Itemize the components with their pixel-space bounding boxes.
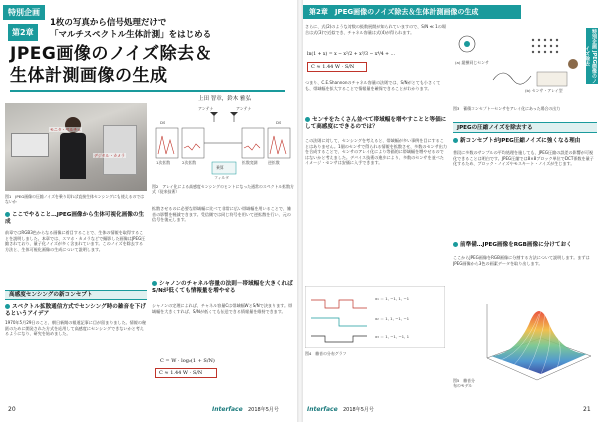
sec-b-subheading-text: 新コンセプトがJPEG圧縮ノイズに強くなる理由	[460, 138, 581, 144]
formula-1: C = W · log₂(1 + S/N)	[160, 358, 215, 364]
bullet-dot-icon	[152, 281, 157, 286]
figure2-diagram	[152, 106, 294, 182]
section3-body: 拡散させるのに必要な帯域幅に比べて非常に広い帯域幅を用いることで、雑音の影響を軽減できます。受信側では同じ符号を用いて逆拡散を行い、元の信号を復元します。	[152, 206, 292, 223]
figure4-plot	[305, 286, 445, 348]
authors: 上田 智章，鈴木 雅弘	[198, 96, 251, 102]
section4-heading	[152, 281, 294, 295]
fig2-label-filter: フィルタ	[214, 175, 230, 180]
fig3-label-a: (a) 縦横同じセンサ	[455, 60, 489, 65]
subtitle-line2: 「マルチスペクトル生体計測」をはじめる	[50, 30, 212, 40]
formula-3: ln(1 + x) = x − x²/2 + x³/3 − x⁴/4 + …	[307, 52, 396, 57]
footer-magazine-right: Interface	[307, 406, 338, 413]
photo-figure1	[5, 103, 147, 191]
figure1-caption: 図1 JPEG画像の圧縮ノイズを乗り切れば直接生体センシングにも使えるのではないか	[5, 194, 145, 204]
title-line2: 生体計測画像の生成	[10, 66, 168, 86]
footer-issue-right: 2018年5月号	[343, 407, 374, 413]
section1-body: 前章ではRGB3色からなる画像に着目することで、生体の情報を取得することを説明しました。本章では、スマホ・カメラなどで撮影した画像はJPEG圧縮されており、量子化ノイズが多く含まれています。このノイズを除去する方法と、生体可視化画像の生成について説明します。	[5, 230, 146, 252]
section2-subheading	[5, 304, 147, 318]
section1-heading	[5, 212, 147, 226]
section2-heading: 高感度センシングの新コンセプト	[5, 290, 147, 300]
figure3-caption: 図3 蓄積コンセプトーセンサをアレイ化にあった場合の出力	[453, 106, 561, 111]
surface-3d-plot	[479, 284, 597, 392]
sec-c-body: ここからJPEG画像をRGB画像に分割する方法について説明します。まずはJPEG画像から3色の画素データを取り出します。	[453, 255, 590, 266]
fig4-legend-1: x₁ ＝ 1, −1, 1, −1	[375, 296, 410, 301]
section2-subheading-text: スペクトル拡散通信方式でセンシング時の雑音を下げるというアイデア	[5, 304, 146, 317]
fig2-label-spread2: 2次拡散	[182, 160, 197, 165]
page-number-left: 20	[8, 406, 16, 413]
sec-b-heading: JPEGの圧縮ノイズを除去する	[453, 122, 597, 133]
fig2-label-ds-left: DS	[160, 120, 166, 125]
formula-2: C ≈ 1.44 W · S/N	[159, 370, 203, 376]
fig2-label-despread: 逆拡散	[268, 160, 280, 165]
title-line1: JPEG画像のノイズ除去＆	[10, 44, 213, 64]
formula-4-box	[307, 62, 367, 72]
figure2-caption: 図2 アレイ化による高感度センシングのヒントになった通常のスペクトル拡散方式（従来技術）	[152, 184, 294, 194]
section2-body: 1970年5月29日のこと、朝日新聞の報道記事に目が留まりました。情報の秘匿のために開発された方式を応用して高感度にセンシングできないかと考えるようになり、研究を始めました。	[5, 320, 147, 337]
fig2-label-antenna-left: アンテナ	[198, 106, 214, 111]
equipment-box	[103, 125, 137, 175]
right-page	[303, 0, 600, 422]
sec-a-body: この法則に対して、センシングを考えると、帯域幅が多い事例を目にすることはありません。1個のセンサで得られる情報を拡散させ、多数のセンサ出力を合成することで、センサのアレイ化により等価的に帯域幅を増やせるのではないかと考えました。デバイス技術の進歩により、多数のセンサを並べたイメージ・センサは安価に入手できます。	[305, 138, 447, 166]
figure5-surface-plot	[479, 284, 597, 392]
fig4-legend-3: x₃ ＝ 1, −1, −1, 1	[375, 334, 410, 339]
left-page	[0, 0, 297, 422]
person-body	[60, 133, 86, 179]
sec-a-heading-text: センサをたくさん並べて帯域幅を増やすことと等価にして高感度にできるのでは？	[305, 117, 447, 130]
fig2-label-ds-right: DS	[276, 120, 282, 125]
formula-4: C ≈ 1.44 W · S/N	[311, 64, 355, 70]
sec-b-subheading	[453, 138, 597, 145]
title-rule	[10, 90, 285, 92]
section1-heading-text: ここでやること…JPEG画像から生体可視化画像の生成	[5, 212, 145, 225]
sec-c-heading	[453, 242, 597, 249]
footer-issue-left: 2018年5月号	[248, 407, 279, 413]
sec-c-heading-text: 前準備…JPEG画像をRGB画像に分けておく	[460, 242, 572, 248]
fig2-label-modulate: 拡散変調	[242, 160, 258, 165]
figure3-diagram	[453, 30, 583, 104]
formula-2-box	[155, 368, 217, 378]
fig2-label-multiply: 乗算	[216, 165, 224, 170]
right-para2: つまり、C.E.Shannonのチャネル容量の法則では、S/Nがとても小さくても、帯域幅を拡大することで情報量を確保できることがわかります。	[305, 80, 441, 91]
fig3-label-b: (b) センサ・アレイ型	[525, 88, 563, 93]
figure5-caption: 図5 雑音分布のモデル	[453, 378, 475, 388]
series-tag: 特別企画	[3, 5, 45, 20]
subtitle-line1: 1枚の写真から信号処理だけで	[50, 18, 167, 28]
photo-label-1: モニタ・ペルチェ	[50, 127, 82, 132]
bullet-dot-icon	[5, 304, 10, 309]
fig4-legend-2: x₂ ＝ 1, 1, −1, −1	[375, 316, 410, 321]
spread-spectrum-diagram	[152, 106, 294, 182]
photo-label-2: デジタル・カメラ	[94, 153, 125, 158]
right-para1: さらに、式(2)のような対数の級数展開が知られていますので、S/N ≪ 1の場合は式(3)で近似でき、チャネル容量は式(4)が得られます。	[305, 24, 446, 35]
bullet-dot-icon	[305, 117, 310, 122]
bullet-dot-icon	[5, 212, 10, 217]
section4-heading-text: シャノンのチャネル容量の法則－帯域幅を大きくればS/Nが低くても情報量を増やせる	[152, 281, 293, 294]
side-tab: 特別企画 JPEG画像のノイズ除去	[584, 28, 597, 84]
bullet-dot-icon	[453, 242, 458, 247]
sec-b-body: 普段に多数のサンプルの平均処理を施しても、JPEG圧縮の誤差の影響が可視化できることは明白です。JPEG圧縮では8×8ブロック単位でDCT係数を量子化するため、ブロック・ノイズやモスキート・ノイズが生じます。	[453, 150, 594, 167]
figure4-caption: 図4 雑音の分布グラフ	[305, 351, 347, 356]
sec-a-heading	[305, 117, 447, 131]
chapter-badge: 第2章	[8, 24, 38, 41]
footer-magazine-left: Interface	[212, 406, 243, 413]
bullet-dot-icon	[453, 138, 458, 143]
fig2-label-antenna-right: アンテナ	[236, 106, 252, 111]
section4-body: シャノンの定理によれば、チャネル容量Cは帯域幅WとS/Nで決まります。帯域幅を大きくすれば、S/Nが低くても伝送できる情報量を維持できます。	[152, 303, 293, 314]
page-number-right: 21	[583, 406, 591, 413]
monitor-box	[11, 133, 49, 157]
fig2-label-spread1: 1次拡散	[156, 160, 171, 165]
right-header: 第2章 JPEG画像のノイズ除去＆生体計測画像の生成	[303, 5, 521, 19]
